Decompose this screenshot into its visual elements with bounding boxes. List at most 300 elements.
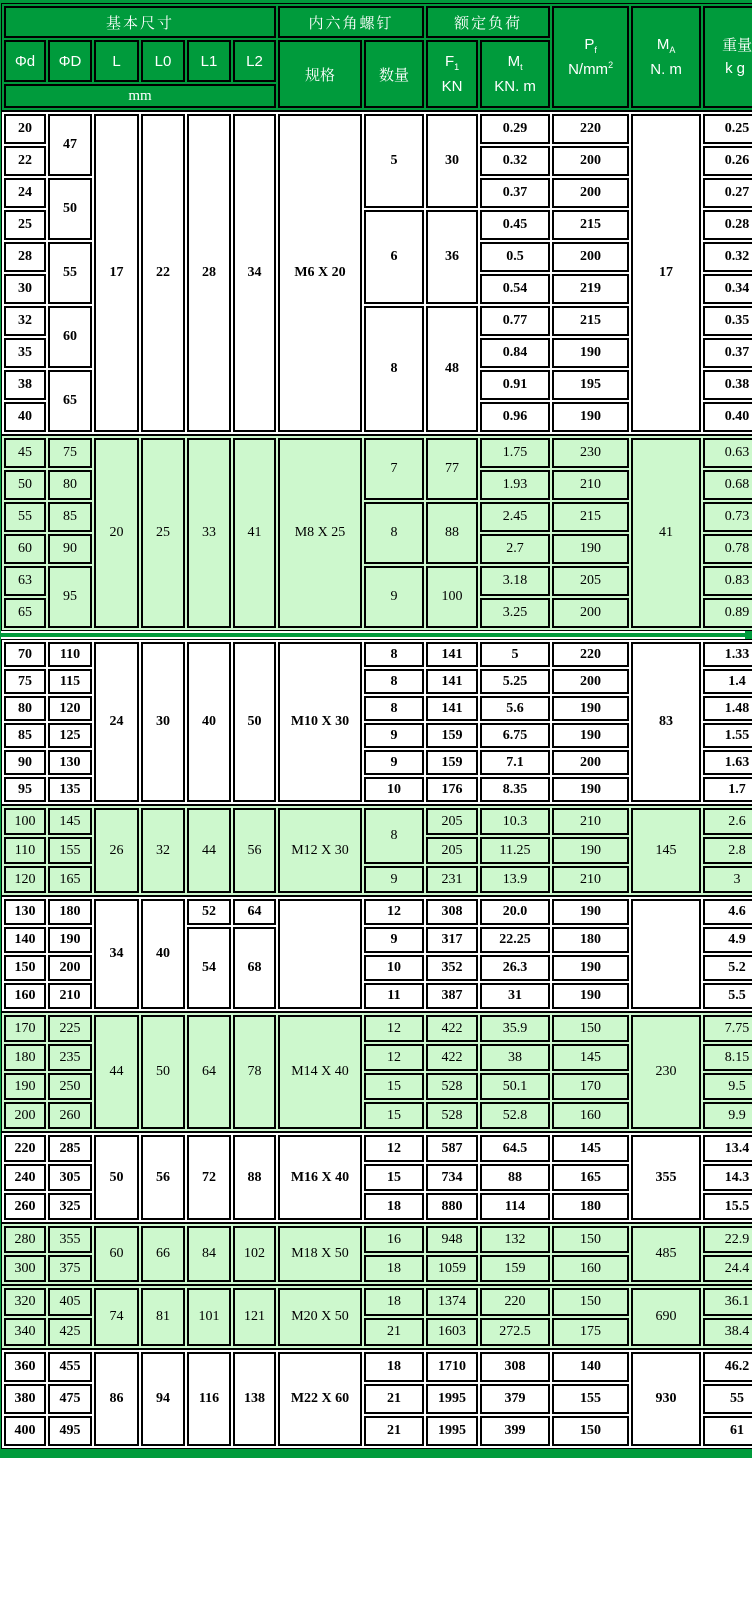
table-cell: 63 (4, 566, 46, 596)
table-cell: 235 (48, 1044, 92, 1071)
table-cell: 94 (141, 1352, 185, 1446)
table-cell: 80 (4, 696, 46, 721)
table-cell: 141 (426, 696, 478, 721)
table-cell: 190 (552, 534, 629, 564)
table-cell: 5.5 (703, 983, 752, 1009)
table-cell: 26.3 (480, 955, 550, 981)
table-cell: 219 (552, 274, 629, 304)
header-unit-mm: mm (4, 84, 276, 108)
table-cell: 160 (552, 1102, 629, 1129)
table-cell: 305 (48, 1164, 92, 1191)
table-cell: 8.35 (480, 777, 550, 802)
spec-table-section (1, 1012, 752, 1132)
pf-subscript: f (594, 44, 597, 55)
table-cell: 100 (4, 808, 46, 835)
table-cell: 5.6 (480, 696, 550, 721)
table-cell: 50 (141, 1015, 185, 1129)
table-cell: 145 (631, 808, 701, 893)
table-cell (631, 899, 701, 1009)
table-cell: 145 (552, 1044, 629, 1071)
table-cell: 32 (4, 306, 46, 336)
table-cell: 352 (426, 955, 478, 981)
table-cell: 0.78 (703, 534, 752, 564)
table-cell: 272.5 (480, 1318, 550, 1346)
table-cell: 3.18 (480, 566, 550, 596)
table-cell: 110 (48, 642, 92, 667)
table-cell: 170 (4, 1015, 46, 1042)
table-cell: 24 (94, 642, 139, 802)
table-cell: 0.68 (703, 470, 752, 500)
table-cell: 150 (552, 1416, 629, 1446)
table-cell: 0.27 (703, 178, 752, 208)
table-cell: 7 (364, 438, 424, 500)
header-col-mt (480, 40, 550, 108)
table-cell: 300 (4, 1255, 46, 1282)
table-cell: 190 (552, 402, 629, 432)
table-cell: 200 (552, 242, 629, 272)
table-cell: 734 (426, 1164, 478, 1191)
table-row (4, 642, 752, 667)
header-col-l2: L2 (233, 40, 276, 82)
pf-unit-exponent: 2 (608, 59, 614, 70)
table-cell: 54 (187, 927, 231, 1009)
table-cell: 1.4 (703, 669, 752, 694)
mt-unit: KN. m (494, 77, 536, 95)
table-cell: 84 (187, 1226, 231, 1282)
table-cell: 7.1 (480, 750, 550, 775)
weight-unit: kg (725, 60, 749, 77)
table-cell: 200 (552, 146, 629, 176)
table-cell: 31 (480, 983, 550, 1009)
table-cell: 17 (631, 114, 701, 432)
table-cell: 1.55 (703, 723, 752, 748)
header-col-qty: 数量 (364, 40, 424, 108)
table-cell: 3.25 (480, 598, 550, 628)
f1-symbol: F (444, 52, 455, 70)
header-hex-socket-screw: 内六角螺钉 (278, 6, 424, 38)
table-cell: 180 (4, 1044, 46, 1071)
table-cell: 0.25 (703, 114, 752, 144)
table-cell: 10 (364, 777, 424, 802)
table-cell: 387 (426, 983, 478, 1009)
pf-symbol: P (584, 35, 595, 53)
table-cell: 0.96 (480, 402, 550, 432)
table-cell: 405 (48, 1288, 92, 1316)
table-cell: 90 (4, 750, 46, 775)
table-cell: 55 (4, 502, 46, 532)
table-cell: 18 (364, 1352, 424, 1382)
table-cell: 50 (48, 178, 92, 240)
table-cell: 125 (48, 723, 92, 748)
table-cell: 55 (48, 242, 92, 304)
table-cell: 30 (4, 274, 46, 304)
table-cell: 0.45 (480, 210, 550, 240)
table-cell: 0.77 (480, 306, 550, 336)
table-cell: 1995 (426, 1384, 478, 1414)
table-cell: 88 (480, 1164, 550, 1191)
table-cell: 0.32 (480, 146, 550, 176)
table-cell: 340 (4, 1318, 46, 1346)
table-cell: 12 (364, 899, 424, 925)
table-cell: 0.84 (480, 338, 550, 368)
table-cell: 0.83 (703, 566, 752, 596)
table-cell: 61 (703, 1416, 752, 1446)
f1-subscript: 1 (454, 61, 460, 72)
table-cell: 52.8 (480, 1102, 550, 1129)
table-cell: 44 (94, 1015, 139, 1129)
table-row (4, 438, 752, 468)
table-cell: 24 (4, 178, 46, 208)
table-cell: 138 (233, 1352, 276, 1446)
table-cell: 90 (48, 534, 92, 564)
table-cell: 4.9 (703, 927, 752, 953)
table-cell: 15 (364, 1073, 424, 1100)
table-cell: 195 (552, 370, 629, 400)
table-cell: 25 (141, 438, 185, 628)
table-cell: 205 (426, 837, 478, 864)
table-cell: 220 (552, 114, 629, 144)
table-cell: 34 (94, 899, 139, 1009)
table-cell: 690 (631, 1288, 701, 1346)
table-cell: 35.9 (480, 1015, 550, 1042)
spec-table-section (1, 805, 752, 896)
table-cell: 81 (141, 1288, 185, 1346)
table-cell: 65 (4, 598, 46, 628)
table-cell: 9 (364, 750, 424, 775)
table-cell: 0.38 (703, 370, 752, 400)
table-row (4, 1352, 752, 1382)
table-cell: 200 (552, 750, 629, 775)
table-cell: 34 (233, 114, 276, 432)
table-cell: 15.5 (703, 1193, 752, 1220)
table-cell: 210 (552, 470, 629, 500)
table-cell: 0.54 (480, 274, 550, 304)
table-cell: 285 (48, 1135, 92, 1162)
table-cell: 120 (4, 866, 46, 893)
table-cell: 2.8 (703, 837, 752, 864)
table-cell: 50.1 (480, 1073, 550, 1100)
table-cell: 85 (4, 723, 46, 748)
table-cell: 9.5 (703, 1073, 752, 1100)
table-cell: 100 (426, 566, 478, 628)
table-cell: 528 (426, 1073, 478, 1100)
table-cell: 102 (233, 1226, 276, 1282)
table-cell: 3 (703, 866, 752, 893)
table-cell: 399 (480, 1416, 550, 1446)
mt-symbol: M (507, 52, 521, 70)
table-cell: 159 (426, 750, 478, 775)
table-cell: 1710 (426, 1352, 478, 1382)
table-cell: 422 (426, 1044, 478, 1071)
table-cell: 8 (364, 502, 424, 564)
table-cell: 176 (426, 777, 478, 802)
table-cell: 9 (364, 866, 424, 893)
table-cell: 159 (426, 723, 478, 748)
table-cell: 205 (426, 808, 478, 835)
table-cell: 10 (364, 955, 424, 981)
header-basic-dimensions: 基本尺寸 (4, 6, 276, 38)
header-rated-load: 额定负荷 (426, 6, 550, 38)
table-cell: 1.48 (703, 696, 752, 721)
spec-table-section (1, 435, 752, 631)
table-cell: 1995 (426, 1416, 478, 1446)
header-table (1, 3, 752, 111)
table-cell: 13.4 (703, 1135, 752, 1162)
table-cell: 15 (364, 1102, 424, 1129)
header-col-f1 (426, 40, 478, 108)
table-cell: 46.2 (703, 1352, 752, 1382)
table-cell: 150 (4, 955, 46, 981)
table-cell: 21 (364, 1416, 424, 1446)
section-separator (1, 631, 745, 639)
table-cell: 130 (48, 750, 92, 775)
table-cell: 380 (4, 1384, 46, 1414)
table-cell: 80 (48, 470, 92, 500)
table-cell: 150 (552, 1015, 629, 1042)
table-cell: 587 (426, 1135, 478, 1162)
table-cell: 231 (426, 866, 478, 893)
table-cell: 21 (364, 1318, 424, 1346)
table-cell: 180 (552, 927, 629, 953)
table-cell: 64 (187, 1015, 231, 1129)
table-cell: 65 (48, 370, 92, 432)
table-cell: 528 (426, 1102, 478, 1129)
table-cell: 325 (48, 1193, 92, 1220)
table-cell: 0.5 (480, 242, 550, 272)
table-cell: 400 (4, 1416, 46, 1446)
table-cell: 25 (4, 210, 46, 240)
table-cell: 250 (48, 1073, 92, 1100)
table-cell: 355 (631, 1135, 701, 1220)
table-cell: 40 (4, 402, 46, 432)
weight-label: 重量 (722, 36, 752, 54)
header-col-weight (703, 6, 752, 108)
table-cell: 5.2 (703, 955, 752, 981)
table-cell: 190 (4, 1073, 46, 1100)
spec-table-section (1, 1132, 752, 1223)
table-cell: 485 (631, 1226, 701, 1282)
table-cell: 28 (187, 114, 231, 432)
table-cell: 50 (94, 1135, 139, 1220)
table-cell: 260 (48, 1102, 92, 1129)
table-cell: 308 (480, 1352, 550, 1382)
table-cell: 22.9 (703, 1226, 752, 1253)
table-cell: 101 (187, 1288, 231, 1346)
table-cell: 16 (364, 1226, 424, 1253)
table-cell: 0.37 (480, 178, 550, 208)
table-cell (278, 899, 362, 1009)
table-cell: 422 (426, 1015, 478, 1042)
table-cell: 18 (364, 1255, 424, 1282)
table-cell: 140 (552, 1352, 629, 1382)
table-cell: 36 (426, 210, 478, 304)
table-cell: 225 (48, 1015, 92, 1042)
table-cell: 20 (4, 114, 46, 144)
table-cell: M8 X 25 (278, 438, 362, 628)
table-cell: 0.32 (703, 242, 752, 272)
table-cell: 215 (552, 502, 629, 532)
table-cell: 210 (48, 983, 92, 1009)
table-cell: 155 (48, 837, 92, 864)
table-cell: 85 (48, 502, 92, 532)
table-cell: 8 (364, 808, 424, 864)
table-cell: 10.3 (480, 808, 550, 835)
table-cell: 240 (4, 1164, 46, 1191)
table-cell: 160 (4, 983, 46, 1009)
table-cell: 70 (4, 642, 46, 667)
table-cell: 6 (364, 210, 424, 304)
table-cell: 165 (552, 1164, 629, 1191)
pf-unit: N/mm (568, 60, 609, 78)
table-cell: 140 (4, 927, 46, 953)
table-cell: 86 (94, 1352, 139, 1446)
table-cell: 1.63 (703, 750, 752, 775)
table-cell: 190 (552, 338, 629, 368)
table-cell: 200 (4, 1102, 46, 1129)
table-cell: 165 (48, 866, 92, 893)
spec-table-section (1, 639, 752, 805)
spec-table-section (1, 1223, 752, 1285)
table-cell: 30 (426, 114, 478, 208)
table-cell: 360 (4, 1352, 46, 1382)
table-cell: 14.3 (703, 1164, 752, 1191)
table-cell: M6 X 20 (278, 114, 362, 432)
table-row (4, 899, 752, 925)
table-cell: 1374 (426, 1288, 478, 1316)
header-col-phi-D: ΦD (48, 40, 92, 82)
table-cell: 8 (364, 642, 424, 667)
table-cell: 8 (364, 696, 424, 721)
table-cell: 110 (4, 837, 46, 864)
table-cell: 2.45 (480, 502, 550, 532)
table-cell: 0.91 (480, 370, 550, 400)
header-col-ma (631, 6, 701, 108)
table-cell: 170 (552, 1073, 629, 1100)
table-cell: 0.73 (703, 502, 752, 532)
table-cell: 880 (426, 1193, 478, 1220)
table-cell: 948 (426, 1226, 478, 1253)
table-cell: 4.6 (703, 899, 752, 925)
table-cell: 190 (48, 927, 92, 953)
table-cell: 200 (552, 178, 629, 208)
table-cell: 30 (141, 642, 185, 802)
table-cell: 11 (364, 983, 424, 1009)
table-cell: 17 (94, 114, 139, 432)
table-cell: 145 (552, 1135, 629, 1162)
header-group-row (4, 6, 752, 38)
table-cell: 210 (552, 866, 629, 893)
table-cell: 9 (364, 723, 424, 748)
table-cell: 18 (364, 1193, 424, 1220)
table-cell: 72 (187, 1135, 231, 1220)
table-cell: 220 (480, 1288, 550, 1316)
table-cell: 9 (364, 566, 424, 628)
table-cell: M16 X 40 (278, 1135, 362, 1220)
table-cell: 78 (233, 1015, 276, 1129)
table-cell: 52 (187, 899, 231, 925)
table-cell: 9.9 (703, 1102, 752, 1129)
table-cell: 200 (48, 955, 92, 981)
table-cell: 11.25 (480, 837, 550, 864)
table-cell: 260 (4, 1193, 46, 1220)
table-row (4, 1015, 752, 1042)
table-cell: 375 (48, 1255, 92, 1282)
table-cell: 190 (552, 955, 629, 981)
table-cell: 320 (4, 1288, 46, 1316)
table-row (4, 1288, 752, 1316)
table-cell: 180 (48, 899, 92, 925)
table-cell: 35 (4, 338, 46, 368)
table-row (4, 1226, 752, 1253)
table-cell: 33 (187, 438, 231, 628)
table-cell: 88 (426, 502, 478, 564)
table-cell: 308 (426, 899, 478, 925)
table-cell: 20 (94, 438, 139, 628)
ma-symbol: M (656, 35, 670, 53)
table-cell: 190 (552, 899, 629, 925)
table-cell: 5.25 (480, 669, 550, 694)
table-cell: 38 (4, 370, 46, 400)
table-cell: 32 (141, 808, 185, 893)
table-cell: 20.0 (480, 899, 550, 925)
table-row (4, 114, 752, 144)
header-col-l0: L0 (141, 40, 185, 82)
header-col-l1: L1 (187, 40, 231, 82)
table-cell: 155 (552, 1384, 629, 1414)
table-cell: 115 (48, 669, 92, 694)
table-cell: 150 (552, 1226, 629, 1253)
spec-table-section (1, 111, 752, 435)
table-cell: 48 (426, 306, 478, 432)
table-cell: 190 (552, 723, 629, 748)
table-cell: 60 (4, 534, 46, 564)
table-cell: 121 (233, 1288, 276, 1346)
table-cell: 22 (4, 146, 46, 176)
table-cell: 40 (187, 642, 231, 802)
table-cell: 47 (48, 114, 92, 176)
table-cell: 38 (480, 1044, 550, 1071)
table-cell: 114 (480, 1193, 550, 1220)
table-cell: 160 (552, 1255, 629, 1282)
table-cell: 5 (480, 642, 550, 667)
table-cell: 190 (552, 696, 629, 721)
table-cell: 41 (631, 438, 701, 628)
table-cell: 12 (364, 1015, 424, 1042)
table-cell: 38.4 (703, 1318, 752, 1346)
table-cell: 60 (48, 306, 92, 368)
ma-unit: N. m (650, 60, 682, 78)
table-cell: 0.89 (703, 598, 752, 628)
table-cell: 9 (364, 927, 424, 953)
table-cell: 475 (48, 1384, 92, 1414)
table-cell: M12 X 30 (278, 808, 362, 893)
table-cell: 0.35 (703, 306, 752, 336)
table-cell: 64 (233, 899, 276, 925)
table-cell: 2.6 (703, 808, 752, 835)
header-col-phi-d: Φd (4, 40, 46, 82)
table-cell: 141 (426, 669, 478, 694)
table-cell: 50 (233, 642, 276, 802)
table-cell: 116 (187, 1352, 231, 1446)
table-cell: 0.29 (480, 114, 550, 144)
spec-table-section (1, 1349, 752, 1449)
table-cell: 36.1 (703, 1288, 752, 1316)
table-cell: 22 (141, 114, 185, 432)
table-cell: 83 (631, 642, 701, 802)
table-cell: 190 (552, 983, 629, 1009)
table-cell: 145 (48, 808, 92, 835)
table-cell: 41 (233, 438, 276, 628)
